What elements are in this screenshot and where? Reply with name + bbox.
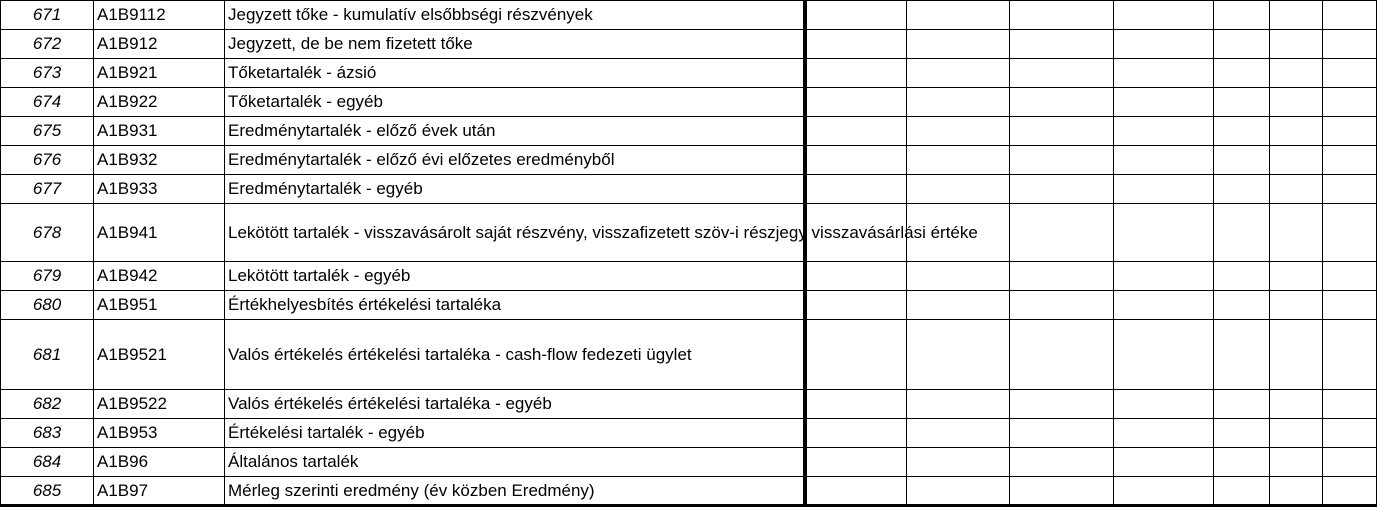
value-cell[interactable] bbox=[907, 59, 1010, 88]
value-cell[interactable] bbox=[907, 30, 1010, 59]
value-cell[interactable] bbox=[1270, 59, 1323, 88]
value-cell[interactable] bbox=[1270, 477, 1323, 506]
table-row bbox=[1, 1, 1377, 30]
account-description: Eredménytartalék - egyéb bbox=[225, 175, 805, 204]
value-cell[interactable] bbox=[1114, 146, 1214, 175]
account-code: A1B96 bbox=[94, 448, 225, 477]
row-number: 681 bbox=[1, 320, 94, 390]
account-code: A1B921 bbox=[94, 59, 225, 88]
value-cell[interactable] bbox=[1114, 320, 1214, 390]
account-code: A1B932 bbox=[94, 146, 225, 175]
value-cell[interactable] bbox=[805, 448, 907, 477]
account-description: Eredménytartalék - előző évi előzetes eredményből bbox=[225, 146, 805, 175]
table-row bbox=[1, 448, 1377, 477]
value-cell[interactable] bbox=[1323, 320, 1377, 390]
value-cell[interactable] bbox=[1323, 448, 1377, 477]
value-cell[interactable] bbox=[907, 291, 1010, 320]
value-cell[interactable] bbox=[1010, 390, 1114, 419]
value-cell[interactable] bbox=[1270, 1, 1323, 30]
value-cell[interactable] bbox=[1323, 477, 1377, 506]
value-cell[interactable] bbox=[1214, 88, 1270, 117]
table-row bbox=[1, 390, 1377, 419]
value-cell[interactable] bbox=[1270, 419, 1323, 448]
value-cell[interactable] bbox=[1114, 291, 1214, 320]
value-cell[interactable] bbox=[1270, 448, 1323, 477]
value-cell[interactable] bbox=[1010, 320, 1114, 390]
value-cell[interactable] bbox=[1214, 390, 1270, 419]
value-cell[interactable] bbox=[1214, 419, 1270, 448]
value-cell[interactable] bbox=[805, 477, 907, 506]
account-description: Jegyzett tőke - kumulatív elsőbbségi részvények bbox=[225, 1, 805, 30]
value-cell[interactable] bbox=[805, 419, 907, 448]
account-description: Valós értékelés értékelési tartaléka - egyéb bbox=[225, 390, 805, 419]
value-cell[interactable] bbox=[1010, 204, 1114, 262]
value-cell[interactable] bbox=[1010, 88, 1114, 117]
account-description: Értékhelyesbítés értékelési tartaléka bbox=[225, 291, 805, 320]
account-code: A1B941 bbox=[94, 204, 225, 262]
value-cell[interactable] bbox=[1214, 262, 1270, 291]
value-cell[interactable] bbox=[1010, 59, 1114, 88]
value-cell[interactable] bbox=[1214, 59, 1270, 88]
value-cell[interactable] bbox=[805, 320, 907, 390]
value-cell[interactable] bbox=[1114, 30, 1214, 59]
value-cell[interactable] bbox=[1214, 117, 1270, 146]
value-cell[interactable] bbox=[805, 88, 907, 117]
account-code: A1B953 bbox=[94, 419, 225, 448]
value-cell[interactable] bbox=[907, 88, 1010, 117]
value-cell[interactable] bbox=[907, 477, 1010, 506]
value-cell[interactable] bbox=[907, 146, 1010, 175]
row-number: 674 bbox=[1, 88, 94, 117]
value-cell[interactable] bbox=[1270, 146, 1323, 175]
row-number: 679 bbox=[1, 262, 94, 291]
value-cell[interactable] bbox=[1270, 88, 1323, 117]
value-cell[interactable] bbox=[1214, 320, 1270, 390]
table-row bbox=[1, 320, 1377, 390]
row-number: 671 bbox=[1, 1, 94, 30]
value-cell[interactable] bbox=[1270, 30, 1323, 59]
value-cell[interactable] bbox=[1323, 59, 1377, 88]
row-number: 683 bbox=[1, 419, 94, 448]
value-cell[interactable] bbox=[1010, 419, 1114, 448]
value-cell[interactable] bbox=[1323, 291, 1377, 320]
value-cell[interactable] bbox=[1114, 477, 1214, 506]
value-cell[interactable] bbox=[805, 291, 907, 320]
value-cell[interactable] bbox=[805, 1, 907, 30]
value-cell[interactable] bbox=[1114, 390, 1214, 419]
table-row bbox=[1, 262, 1377, 291]
value-cell[interactable] bbox=[907, 1, 1010, 30]
value-cell[interactable] bbox=[1010, 30, 1114, 59]
table-row bbox=[1, 146, 1377, 175]
value-cell[interactable] bbox=[1323, 390, 1377, 419]
value-cell[interactable] bbox=[1010, 291, 1114, 320]
value-cell[interactable] bbox=[1114, 419, 1214, 448]
table-row bbox=[1, 30, 1377, 59]
row-number: 675 bbox=[1, 117, 94, 146]
account-description: Eredménytartalék - előző évek után bbox=[225, 117, 805, 146]
account-code: A1B931 bbox=[94, 117, 225, 146]
value-cell[interactable] bbox=[1010, 477, 1114, 506]
account-code: A1B9521 bbox=[94, 320, 225, 390]
account-description: Lekötött tartalék - visszavásárolt saját részvény, visszafizetett szöv-i részjegy visszavásárlási értéke bbox=[225, 204, 805, 262]
value-cell[interactable] bbox=[1323, 30, 1377, 59]
account-description: Tőketartalék - egyéb bbox=[225, 88, 805, 117]
value-cell[interactable] bbox=[1010, 117, 1114, 146]
value-cell[interactable] bbox=[1323, 204, 1377, 262]
row-number: 672 bbox=[1, 30, 94, 59]
value-cell[interactable] bbox=[805, 175, 907, 204]
row-number: 676 bbox=[1, 146, 94, 175]
account-description: Értékelési tartalék - egyéb bbox=[225, 419, 805, 448]
value-cell[interactable] bbox=[1270, 262, 1323, 291]
value-cell[interactable] bbox=[1214, 1, 1270, 30]
value-cell[interactable] bbox=[1214, 204, 1270, 262]
value-cell[interactable] bbox=[907, 448, 1010, 477]
account-code: A1B912 bbox=[94, 30, 225, 59]
value-cell[interactable] bbox=[1270, 320, 1323, 390]
account-code: A1B9112 bbox=[94, 1, 225, 30]
value-cell[interactable] bbox=[1114, 88, 1214, 117]
row-number: 677 bbox=[1, 175, 94, 204]
value-cell[interactable] bbox=[1323, 146, 1377, 175]
value-cell[interactable] bbox=[1270, 204, 1323, 262]
value-cell[interactable] bbox=[1114, 262, 1214, 291]
account-description: Mérleg szerinti eredmény (év közben Eredmény) bbox=[225, 477, 805, 506]
value-cell[interactable] bbox=[1214, 291, 1270, 320]
value-cell[interactable] bbox=[907, 262, 1010, 291]
value-cell[interactable] bbox=[1214, 175, 1270, 204]
value-cell[interactable] bbox=[805, 262, 907, 291]
account-description: Tőketartalék - ázsió bbox=[225, 59, 805, 88]
table-row bbox=[1, 291, 1377, 320]
row-number: 685 bbox=[1, 477, 94, 506]
value-cell[interactable] bbox=[907, 419, 1010, 448]
value-cell[interactable] bbox=[1114, 59, 1214, 88]
value-cell[interactable] bbox=[1114, 448, 1214, 477]
value-cell[interactable] bbox=[1270, 291, 1323, 320]
value-cell[interactable] bbox=[805, 30, 907, 59]
value-cell[interactable] bbox=[1323, 419, 1377, 448]
value-cell[interactable] bbox=[805, 59, 907, 88]
value-cell[interactable] bbox=[907, 390, 1010, 419]
value-cell[interactable] bbox=[1323, 1, 1377, 30]
value-cell[interactable] bbox=[805, 390, 907, 419]
row-number: 678 bbox=[1, 204, 94, 262]
value-cell[interactable] bbox=[1214, 477, 1270, 506]
value-cell[interactable] bbox=[1270, 390, 1323, 419]
account-code: A1B9522 bbox=[94, 390, 225, 419]
row-number: 684 bbox=[1, 448, 94, 477]
value-cell[interactable] bbox=[805, 117, 907, 146]
value-cell[interactable] bbox=[1214, 30, 1270, 59]
value-cell[interactable] bbox=[1010, 146, 1114, 175]
value-cell[interactable] bbox=[1010, 262, 1114, 291]
account-code: A1B933 bbox=[94, 175, 225, 204]
table-row bbox=[1, 175, 1377, 204]
table-row bbox=[1, 59, 1377, 88]
value-cell[interactable] bbox=[907, 320, 1010, 390]
account-description: Jegyzett, de be nem fizetett tőke bbox=[225, 30, 805, 59]
value-cell[interactable] bbox=[907, 117, 1010, 146]
row-number: 682 bbox=[1, 390, 94, 419]
account-code: A1B97 bbox=[94, 477, 225, 506]
value-cell[interactable] bbox=[1323, 175, 1377, 204]
value-cell[interactable] bbox=[1010, 1, 1114, 30]
account-code: A1B942 bbox=[94, 262, 225, 291]
account-code: A1B951 bbox=[94, 291, 225, 320]
value-cell[interactable] bbox=[1114, 204, 1214, 262]
value-cell[interactable] bbox=[907, 175, 1010, 204]
value-cell[interactable] bbox=[1270, 117, 1323, 146]
table-row bbox=[1, 477, 1377, 506]
account-description: Valós értékelés értékelési tartaléka - cash-flow fedezeti ügylet bbox=[225, 320, 805, 390]
table-row bbox=[1, 88, 1377, 117]
table-row bbox=[1, 419, 1377, 448]
value-cell[interactable] bbox=[1270, 175, 1323, 204]
value-cell[interactable] bbox=[1114, 117, 1214, 146]
account-description: Lekötött tartalék - egyéb bbox=[225, 262, 805, 291]
table-row bbox=[1, 117, 1377, 146]
value-cell[interactable] bbox=[1114, 1, 1214, 30]
value-cell[interactable] bbox=[1214, 448, 1270, 477]
value-cell[interactable] bbox=[1114, 175, 1214, 204]
account-description: Általános tartalék bbox=[225, 448, 805, 477]
table-row bbox=[1, 204, 1377, 262]
value-cell[interactable] bbox=[1010, 448, 1114, 477]
account-code: A1B922 bbox=[94, 88, 225, 117]
value-cell[interactable] bbox=[1323, 88, 1377, 117]
row-number: 673 bbox=[1, 59, 94, 88]
value-cell[interactable] bbox=[1323, 262, 1377, 291]
value-cell[interactable] bbox=[1214, 146, 1270, 175]
row-number: 680 bbox=[1, 291, 94, 320]
value-cell[interactable] bbox=[1010, 175, 1114, 204]
value-cell[interactable] bbox=[1323, 117, 1377, 146]
value-cell[interactable] bbox=[805, 146, 907, 175]
